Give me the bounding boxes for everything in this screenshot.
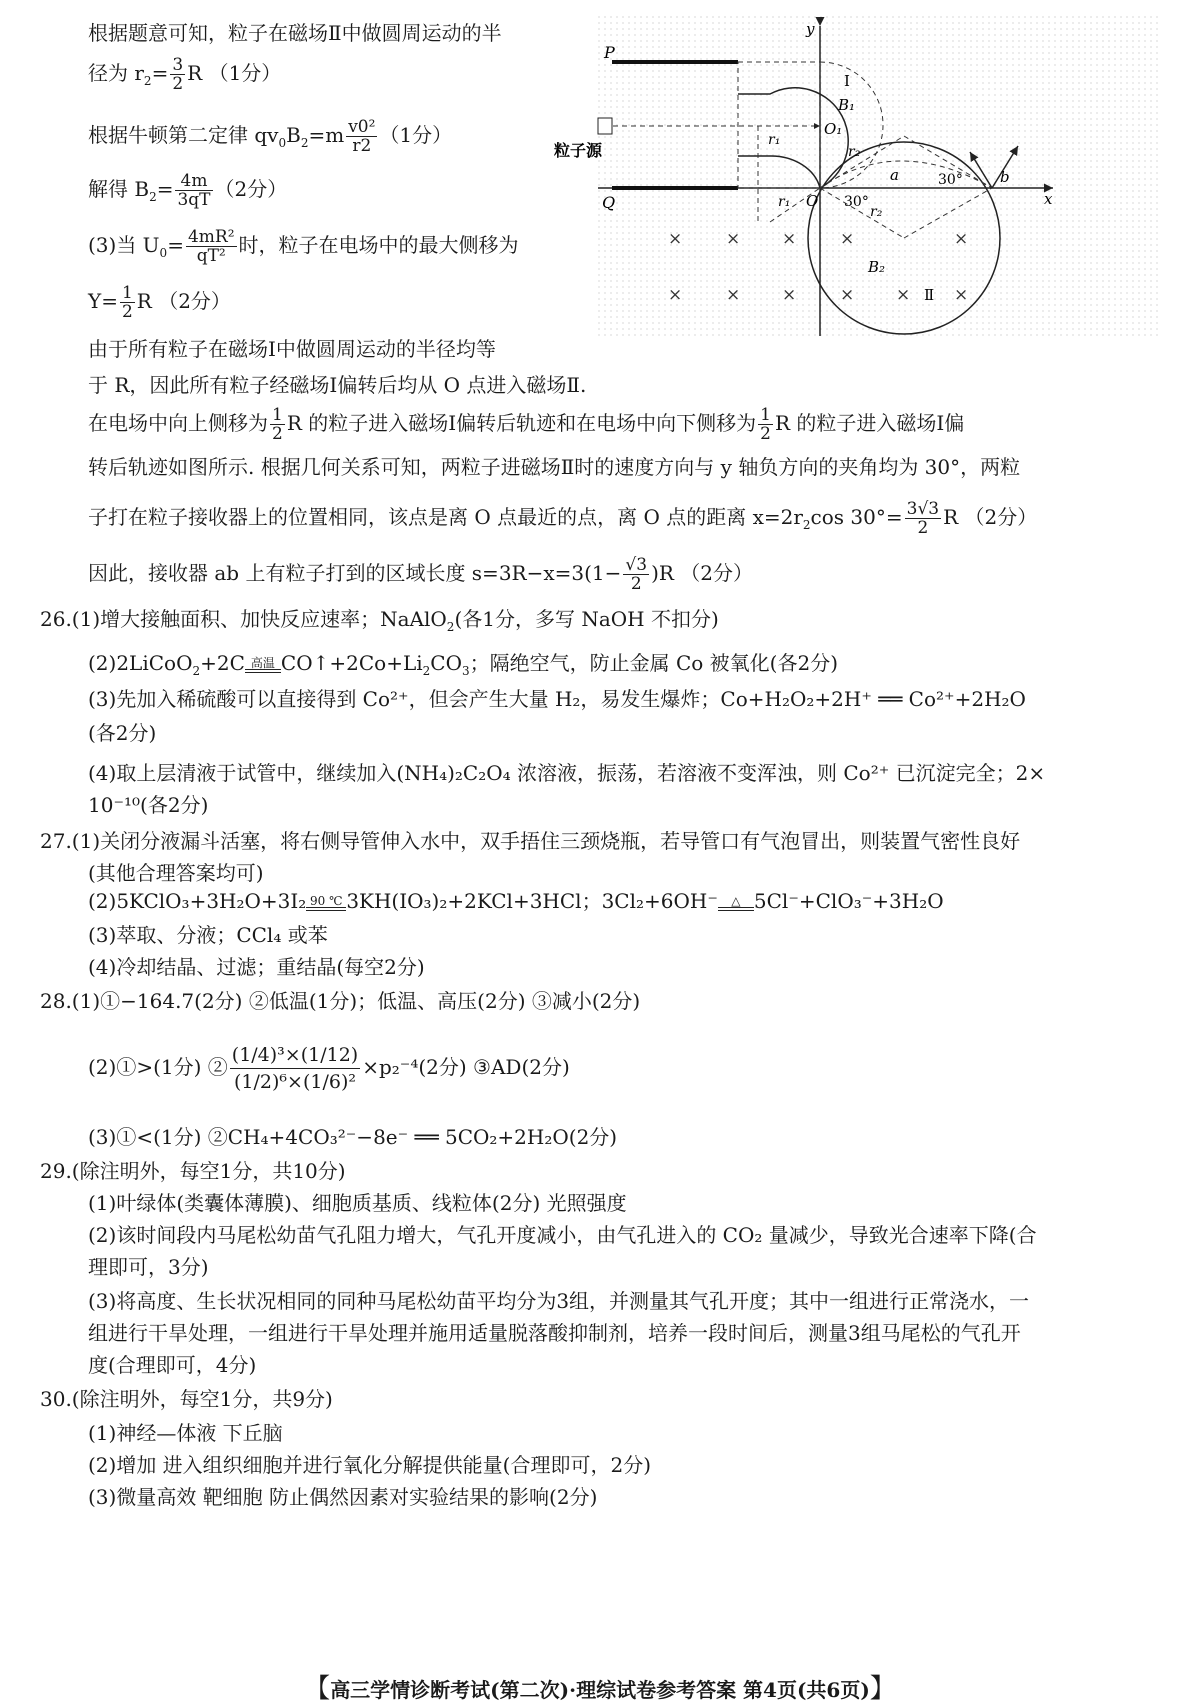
answer-line: 由于所有粒子在磁场Ⅰ中做圆周运动的半径均等	[88, 337, 496, 361]
origin-label: O	[806, 192, 819, 210]
radius-label: r₁	[768, 132, 781, 148]
answer-line: (3)①<(1分) ②CH₄+4CO₃²⁻−8e⁻ ══ 5CO₂+2H₂O(2分)	[88, 1125, 618, 1149]
answer-line: 子打在粒子接收器上的位置相同，该点是离 O 点最近的点，离 O 点的距离 $x=2r_2\cos$ 30°= $\frac{3√3}{2}$ R （2分）	[88, 499, 1038, 538]
region-label: I	[844, 72, 850, 90]
answer-line: 因此，接收器 ab 上有粒子打到的区域长度 s=3R−x=3(1− $\frac{√3}{2}$ )R （2分）	[88, 555, 754, 594]
angle-label: 30°	[938, 172, 963, 188]
answer-line: 30.(除注明外，每空1分，共9分)	[40, 1387, 333, 1411]
answer-line: (1)神经—体液 下丘脑	[88, 1421, 283, 1445]
radius-label: r₁	[778, 194, 791, 210]
field-cross: ×	[896, 285, 911, 305]
point-label: b	[1000, 168, 1010, 186]
magnetic-field-diagram	[554, 16, 1162, 372]
answer-line: (3)微量高效 靶细胞 防止偶然因素对实验结果的影响(2分)	[88, 1485, 598, 1509]
answer-line: 解得 $B_2=$ $\frac{4m}{3qT}$ （2分）	[88, 171, 288, 210]
field-cross: ×	[726, 285, 741, 305]
page-footer: 【高三学情诊断考试(第二次)·理综试卷参考答案 第4页(共6页)】	[304, 1674, 896, 1704]
answer-line: (2)该时间段内马尾松幼苗气孔阻力增大，气孔开度减小，由气孔进入的 CO₂ 量减少，导致光合速率下降(合	[88, 1223, 1037, 1247]
answer-line: (2)5KClO₃+3H₂O+3I₂ 90 ℃ 3KH(IO₃)₂+2KCl+3HCl；3Cl₂+6OH⁻ △ 5Cl⁻+ClO₃⁻+3H₂O	[88, 889, 944, 913]
field-label: B₂	[868, 258, 886, 276]
field-cross: ×	[954, 285, 969, 305]
answer-line: (各2分)	[88, 721, 157, 745]
source-label: 粒子源	[554, 141, 603, 160]
answer-line: (4)冷却结晶、过滤；重结晶(每空2分)	[88, 955, 425, 979]
answer-line: (3)当 $U_0=$ $\frac{\text{4mR²}}{\text{qT²}}$ 时，粒子在电场中的最大侧移为	[88, 227, 519, 266]
answer-line: (2)2LiCoO$_2$+2C 高温 $CO↑+2Co+Li_2CO_3$；隔绝空气，防止金属 Co 被氧化(各2分)	[88, 651, 839, 678]
field-label: B₁	[838, 96, 856, 114]
answer-line: (其他合理答案均可)	[88, 861, 264, 885]
radius-label: r₂	[870, 204, 883, 220]
field-cross: ×	[726, 229, 741, 249]
answer-line: 径为 $r_2=$ $\frac{3}{2}$ R （1分）	[88, 55, 282, 94]
answer-line: 在电场中向上侧移为 $\frac{1}{2}$ R 的粒子进入磁场Ⅰ偏转后轨迹和在电场中向下侧移为 $\frac{1}{2}$ R 的粒子进入磁场Ⅰ偏	[88, 405, 965, 444]
answer-line: 度(合理即可，4分)	[88, 1353, 257, 1377]
plate-label: P	[604, 43, 615, 62]
answer-line: 理即可，3分)	[88, 1255, 209, 1279]
x-axis-label: x	[1044, 190, 1053, 208]
region-label: Ⅱ	[924, 286, 935, 304]
field-cross: ×	[668, 229, 683, 249]
answer-line: 26.(1)增大接触面积、加快反应速率；NaAlO$_2$(各1分，多写 NaOH 不扣分)	[40, 607, 719, 634]
field-cross: ×	[782, 229, 797, 249]
field-cross: ×	[840, 229, 855, 249]
answer-line: (2)①>(1分) ② $\frac{\text{(1/4)³×(1/12)}}{\text{(1/2)⁶×(1/6)²}}$ ×p₂⁻⁴(2分) ③AD(2分)	[88, 1044, 570, 1093]
answer-line: 根据题意可知，粒子在磁场Ⅱ中做圆周运动的半	[88, 21, 502, 45]
field-cross: ×	[782, 285, 797, 305]
answer-line: 28.(1)①−164.7(2分) ②低温(1分)；低温、高压(2分) ③减小(2分)	[40, 989, 641, 1013]
answer-line: (2)增加 进入组织细胞并进行氧化分解提供能量(合理即可，2分)	[88, 1453, 652, 1477]
answer-line: 于 R，因此所有粒子经磁场Ⅰ偏转后均从 O 点进入磁场Ⅱ.	[88, 373, 587, 397]
radius-label: r₂	[848, 144, 861, 160]
y-axis-label: y	[806, 20, 815, 38]
field-cross: ×	[840, 285, 855, 305]
answer-line: 转后轨迹如图所示. 根据几何关系可知，两粒子进磁场Ⅱ时的速度方向与 y 轴负方向的夹角均为 30°，两粒	[88, 455, 1021, 479]
field-cross: ×	[954, 229, 969, 249]
answer-line: (3)先加入稀硫酸可以直接得到 Co²⁺，但会产生大量 H₂，易发生爆炸；Co+H₂O₂+2H⁺ ══ Co²⁺+2H₂O	[88, 687, 1026, 711]
answer-line: 组进行干旱处理，一组进行干旱处理并施用适量脱落酸抑制剂，培养一段时间后，测量3组马尾松的气孔开	[88, 1321, 1021, 1345]
answer-line: 根据牛顿第二定律 $qv_0B_2=m$ $\frac{\text{v0²}}{r2}$ （1分）	[88, 117, 453, 156]
answer-line: (3)萃取、分液；CCl₄ 或苯	[88, 923, 328, 947]
field-cross: ×	[668, 285, 683, 305]
angle-label: 30°	[844, 194, 869, 210]
answer-line: 29.(除注明外，每空1分，共10分)	[40, 1159, 346, 1183]
center-label: O₁	[824, 120, 843, 138]
answer-line: 27.(1)关闭分液漏斗活塞，将右侧导管伸入水中，双手捂住三颈烧瓶，若导管口有气泡冒出，则装置气密性良好	[40, 829, 1021, 853]
answer-line: (4)取上层清液于试管中，继续加入(NH₄)₂C₂O₄ 浓溶液，振荡，若溶液不变浑浊，则 Co²⁺ 已沉淀完全；2×	[88, 761, 1046, 785]
answer-line: (1)叶绿体(类囊体薄膜)、细胞质基质、线粒体(2分) 光照强度	[88, 1191, 627, 1215]
point-label: a	[890, 166, 899, 184]
answer-line: Y= $\frac{1}{2}$ R （2分）	[88, 283, 231, 322]
plate-label: Q	[602, 193, 616, 212]
answer-line: 10⁻¹⁰(各2分)	[88, 793, 209, 817]
answer-line: (3)将高度、生长状况相同的同种马尾松幼苗平均分为3组，并测量其气孔开度；其中一组进行正常浇水，一	[88, 1289, 1030, 1313]
